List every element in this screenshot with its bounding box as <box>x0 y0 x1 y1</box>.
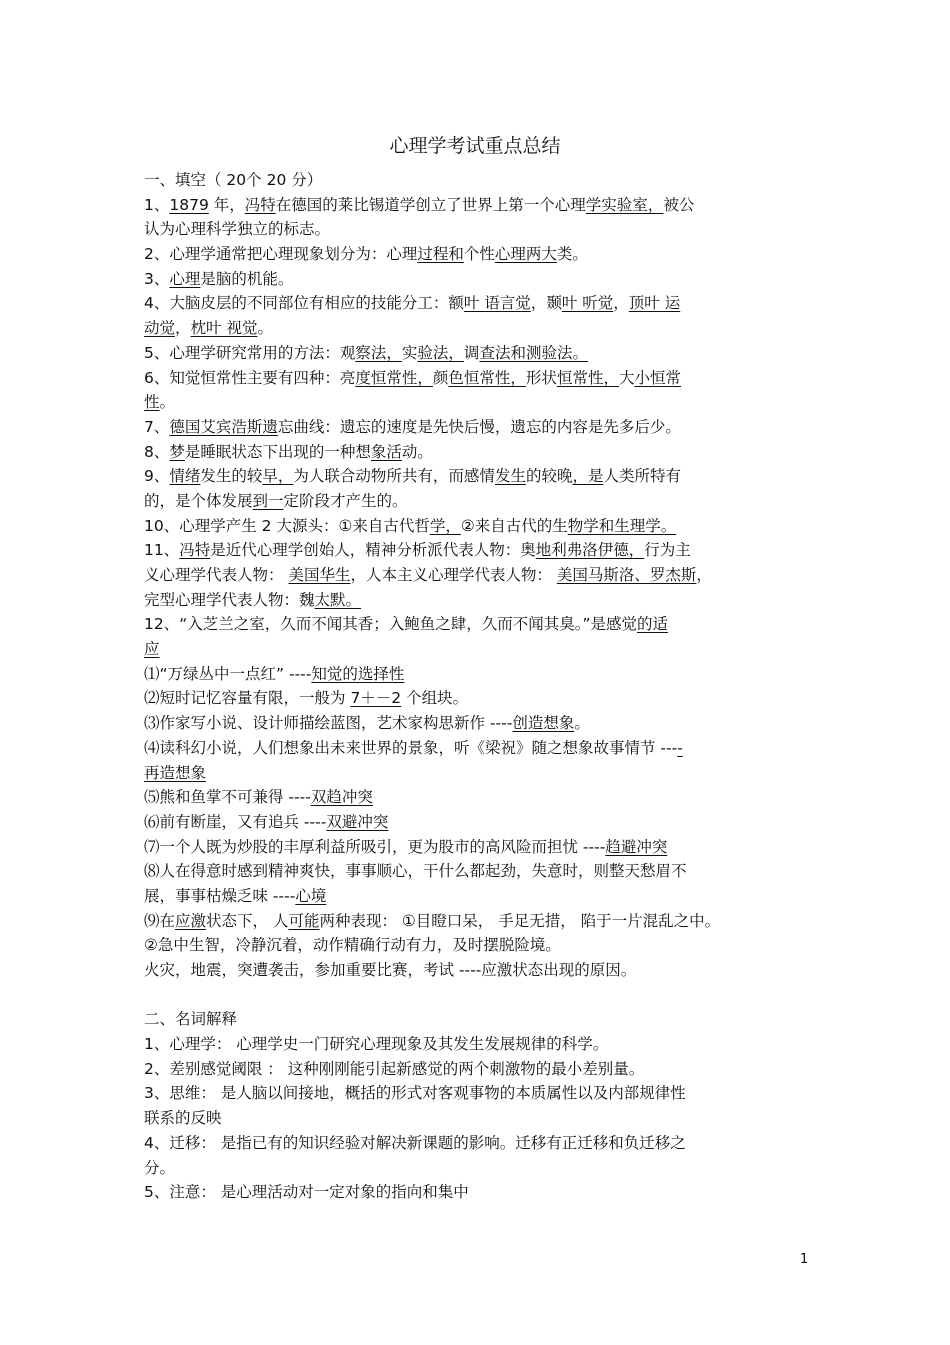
text-line <box>144 711 810 736</box>
text-span: 状态下， 人 <box>206 911 289 930</box>
text-span: 。 <box>159 393 176 412</box>
text-span: 5、注意： 是心理活动对一定对象的指向和集中 <box>144 1183 469 1202</box>
underlined-text: 动觉 <box>144 319 176 338</box>
text-span: 两种表现： ①目瞪口呆， 手足无措， 陷于一片混乱之中。 <box>319 911 721 930</box>
text-span: 一、填空（ 20个 20 分） <box>144 171 323 189</box>
text-line <box>144 736 810 761</box>
text-span: ⑶作家写小说、设计师描绘蓝图，艺术家构思新作 ---- <box>144 714 513 733</box>
text-line <box>144 514 810 539</box>
underlined-text: 的适 <box>637 615 669 634</box>
text-span: 。 <box>257 319 273 338</box>
underlined-text: 太默。 <box>314 590 362 609</box>
text-span: 3、思维： 是人脑以间接地，概括的形式对客观事物的本质属性以及内部规律性 <box>144 1084 686 1103</box>
text-span: 1、 <box>144 195 170 214</box>
text-line <box>144 1007 810 1032</box>
text-span: 4、迁移： 是指已有的知识经验对解决新课题的影响。迁移有正迁移和负迁移之 <box>144 1133 686 1152</box>
text-span: 的，是个体发展 <box>144 491 253 510</box>
text-span: ⑵短时记忆容量有限，一般为 <box>144 689 351 708</box>
text-span: 动。 <box>401 442 433 461</box>
text-line <box>144 193 810 218</box>
text-span: 个组块。 <box>401 689 469 708</box>
text-span: ⑻人在得意时感到精神爽快，事事顺心，干什么都起劲，失意时，则整天愁眉不 <box>144 862 687 881</box>
text-span: 联系的反映 <box>144 1109 222 1128</box>
text-span: 是脑的机能。 <box>200 269 294 288</box>
page-number: 1 <box>800 1252 809 1267</box>
underlined-text: 地利弗洛伊德， <box>535 541 645 560</box>
underlined-text: 心境 <box>295 886 327 905</box>
underlined-text: 心理两大 <box>494 245 557 264</box>
underlined-text: 过程和 <box>417 245 464 264</box>
underlined-text: 再造想象 <box>144 763 207 782</box>
text-span: 1、心理学： 心理学史一门研究心理现象及其发生发展规律的科学。 <box>144 1035 609 1054</box>
text-span: 形状 <box>525 368 557 387</box>
underlined-text: - <box>677 738 683 757</box>
text-line <box>144 686 810 711</box>
text-line <box>144 1131 810 1156</box>
underlined-text: 物学和生理学。 <box>567 516 677 535</box>
underlined-text: 创造想象 <box>512 714 575 733</box>
text-span: ②来自古代的生 <box>460 516 568 535</box>
text-span: 在德国的莱比锡道学创立了世界上第一个心理 <box>275 195 586 214</box>
text-span: ， <box>696 566 712 584</box>
text-span: 。 <box>574 714 590 733</box>
text-span: 7、 <box>144 417 170 436</box>
underlined-text: 德国艾宾浩斯遗 <box>169 417 278 436</box>
text-line <box>144 933 810 958</box>
text-span: 调 <box>463 343 480 362</box>
text-span: 类。 <box>556 245 588 264</box>
text-span: 义心理学代表人物： <box>144 566 289 584</box>
text-line <box>144 341 810 366</box>
text-line <box>144 538 810 563</box>
text-line <box>144 1032 810 1057</box>
text-span: ， <box>175 319 191 338</box>
underlined-text: 性 <box>144 393 160 412</box>
underlined-text: 学， <box>429 516 461 535</box>
text-line <box>144 785 810 810</box>
underlined-text: 叶 语言觉 <box>463 294 531 313</box>
text-span: 二、名词解释 <box>144 1010 238 1029</box>
underlined-text: 美国华生 <box>288 566 351 584</box>
underlined-text: 美国马斯洛、罗杰斯 <box>556 566 697 584</box>
text-line <box>144 242 810 267</box>
text-span: 人类所特有 <box>603 467 681 486</box>
text-span: 展，事事枯燥乏味 ---- <box>144 886 296 905</box>
text-span: 行为主 <box>644 541 691 560</box>
text-span: ⑷读科幻小说，人们想象出未来世界的景象，听《梁祝》随之想象故事情节 --- <box>144 738 678 757</box>
underlined-text: 枕叶 视觉 <box>190 319 258 338</box>
text-span: 实 <box>401 343 418 362</box>
text-line <box>144 1081 810 1106</box>
underlined-text: 情绪 <box>169 467 201 486</box>
text-span: ②急中生智，冷静沉着，动作精确行动有力，及时摆脱险境。 <box>144 936 561 955</box>
text-span: ，颞 <box>530 294 562 313</box>
text-line <box>144 1057 810 1082</box>
document-title: 心理学考试重点总结 <box>389 135 561 157</box>
underlined-text: 发生 <box>494 467 526 486</box>
underlined-text: 度恒常性， <box>355 368 433 387</box>
text-line <box>144 909 810 934</box>
text-span: ⑸熊和鱼掌不可兼得 ---- <box>144 788 311 807</box>
text-line <box>144 588 810 613</box>
text-span: 完型心理学代表人物：魏 <box>144 590 315 609</box>
text-span: ⑺一个人既为炒股的丰厚利益所吸引，更为股市的高风险而担忧 ---- <box>144 837 606 856</box>
text-span: 10、心理学产生 2 大源头：①来自古代哲 <box>144 516 430 535</box>
text-line <box>144 217 810 242</box>
text-line <box>144 761 810 786</box>
text-span: 火灾，地震，突遭袭击，参加重要比赛，考试 ----应激状态出现的原因。 <box>144 961 637 979</box>
underlined-text: 1879 <box>169 195 209 214</box>
text-span: 定阶段才产生的。 <box>283 491 408 510</box>
underlined-text: 趋避冲突 <box>605 837 668 856</box>
text-span: ⑼在 <box>144 911 176 930</box>
underlined-text: 梦 <box>169 442 185 461</box>
text-line <box>144 415 810 440</box>
text-line <box>144 440 810 465</box>
text-span: 8、 <box>144 442 170 461</box>
text-line <box>144 1106 810 1131</box>
text-line <box>144 1156 810 1181</box>
underlined-text: 双趋冲突 <box>310 788 373 807</box>
text-span: 大 <box>618 368 635 387</box>
text-span: 个性 <box>463 245 495 264</box>
text-span: 11、 <box>144 541 180 560</box>
text-line <box>144 884 810 909</box>
underlined-text: 顶叶 运 <box>628 294 681 313</box>
underlined-text: 验法， <box>417 343 464 362</box>
text-span: 发生的较 <box>200 467 263 486</box>
text-span: 3、 <box>144 269 170 288</box>
text-line <box>144 563 810 588</box>
text-line <box>144 859 810 884</box>
text-line <box>144 662 810 687</box>
text-span: ⑴“万绿丛中一点红” ---- <box>144 664 312 683</box>
underlined-text: 冯特 <box>179 541 211 560</box>
underlined-text: 冯特 <box>244 195 276 214</box>
text-line <box>144 1180 810 1205</box>
text-span: 5、心理学研究常用的方法：观 <box>144 343 356 362</box>
text-span: 认为心理科学独立的标志。 <box>144 220 331 239</box>
text-span: 为人联合动物所共有，而感情 <box>293 467 495 486</box>
text-span: 忘曲线：遗忘的速度是先快后慢，遗忘的内容是先多后少。 <box>277 417 681 436</box>
text-span: 6、知觉恒常性主要有四种：亮 <box>144 368 356 387</box>
text-line <box>144 810 810 835</box>
underlined-text: 7＋－2 <box>350 689 402 708</box>
text-span: ，人本主义心理学代表人物： <box>350 566 557 584</box>
text-line <box>144 366 810 391</box>
text-line <box>144 489 810 514</box>
underlined-text: ，是 <box>572 467 604 486</box>
text-span: 的较晚 <box>525 467 573 486</box>
underlined-text: 学实验室， <box>585 195 664 214</box>
blank-line <box>144 983 810 1008</box>
underlined-text: 小恒常 <box>634 368 681 387</box>
text-line <box>144 291 810 316</box>
text-span: 2、心理学通常把心理现象划分为：心理 <box>144 245 418 264</box>
underlined-text: 到一 <box>252 491 284 510</box>
text-line <box>144 267 810 292</box>
underlined-text: 应 <box>144 640 160 659</box>
underlined-text: 应激 <box>175 911 207 930</box>
text-line <box>144 612 810 637</box>
text-span: 2、差别感觉阈限 ： 这种刚刚能引起新感觉的两个刺激物的最小差别量。 <box>144 1059 645 1078</box>
text-span: 9、 <box>144 467 170 486</box>
underlined-text: 双避冲突 <box>326 812 389 831</box>
underlined-text: 恒常性， <box>556 368 619 387</box>
text-span: ， <box>613 294 629 313</box>
text-line <box>144 637 810 662</box>
text-line <box>144 390 810 415</box>
underlined-text: 早， <box>262 467 294 486</box>
underlined-text: 叶 听觉 <box>561 294 614 313</box>
text-span: 颜 <box>432 368 449 387</box>
underlined-text: 色恒常性， <box>448 368 526 387</box>
underlined-text: 查法和测验法。 <box>479 343 588 362</box>
text-span: 被公 <box>663 195 695 214</box>
text-span: 分。 <box>144 1158 176 1177</box>
text-span: 是近代心理学创始人，精神分析派代表人物：奥 <box>210 541 536 560</box>
underlined-text: 可能 <box>288 911 320 930</box>
text-line <box>144 958 810 983</box>
text-span: 是睡眠状态下出现的一种想 <box>184 442 371 461</box>
text-line <box>144 168 810 193</box>
text-line <box>144 835 810 860</box>
underlined-text: 察法， <box>355 343 402 362</box>
underlined-text: 象活 <box>370 442 402 461</box>
underlined-text: 知觉的选择性 <box>311 664 405 683</box>
text-span: 12、“入芝兰之室，久而不闻其香；入鲍鱼之肆，久而不闻其臭。”是感觉 <box>144 615 638 634</box>
document-body <box>144 168 810 1205</box>
text-span: 年， <box>208 195 245 214</box>
text-span: 4、大脑皮层的不同部位有相应的技能分工：额 <box>144 294 464 313</box>
text-line <box>144 316 810 341</box>
underlined-text: 心理 <box>169 269 201 288</box>
text-line <box>144 464 810 489</box>
text-span: ⑹前有断崖，又有追兵 ---- <box>144 812 327 831</box>
